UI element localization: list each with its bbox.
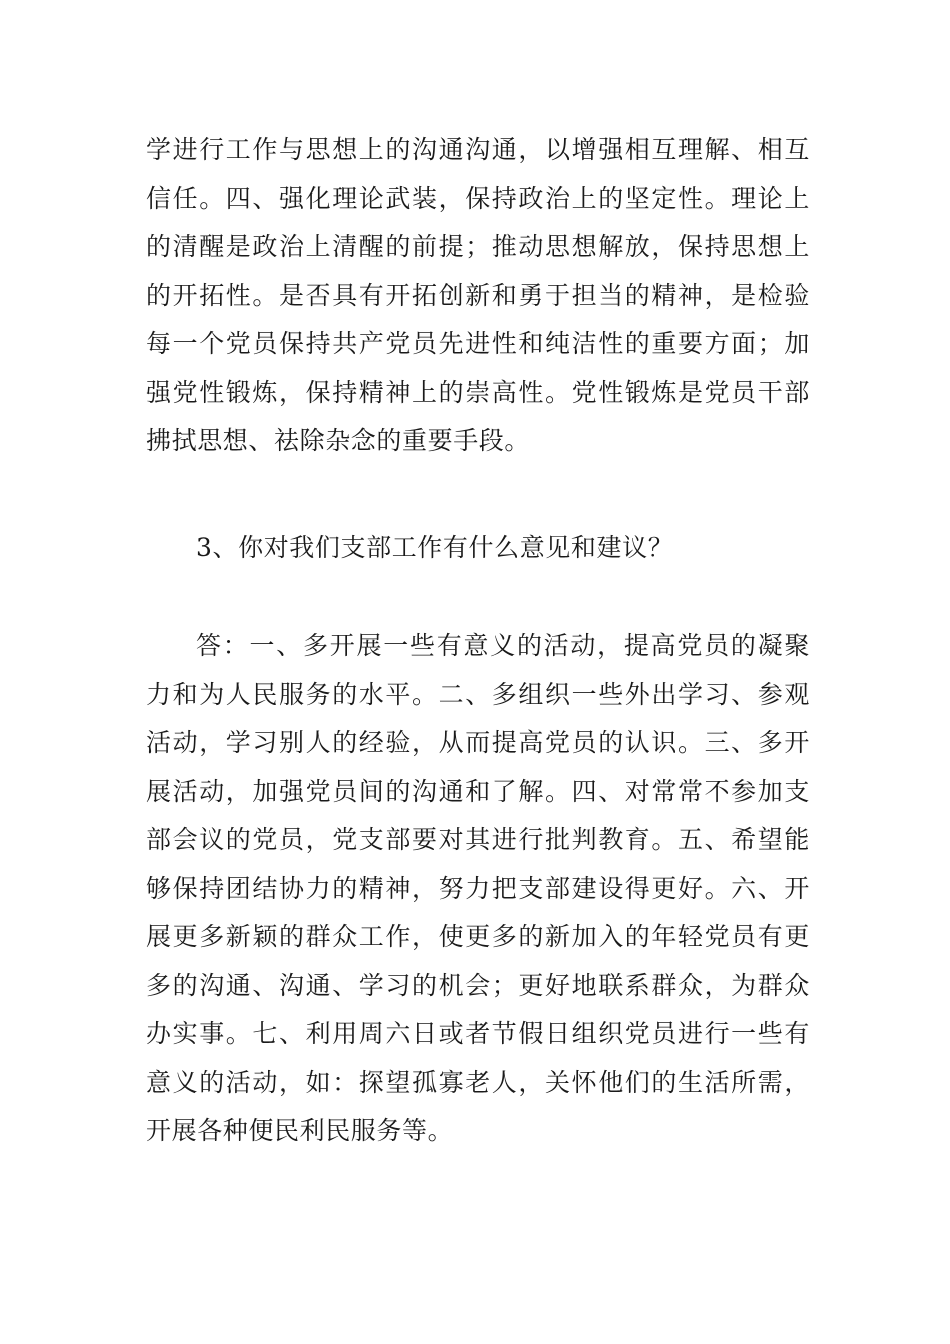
body-paragraph-continuation: 学进行工作与思想上的沟通沟通，以增强相互理解、相互信任。四、强化理论武装，保持政治上的坚定性。理论上的清醒是政治上清醒的前提；推动思想解放，保持思想上的开拓性。是否具有开拓创新和勇于担当的精神，是检验每一个党员保持共产党员先进性和纯洁性的重要方面；加强党性锻炼，保持精神上的崇高性。党性锻炼是党员干部拂拭思想、祛除杂念的重要手段。 <box>146 135 810 455</box>
answer-paragraph: 答：一、多开展一些有意义的活动，提高党员的凝聚力和为人民服务的水平。二、多组织一些外出学习、参观活动，学习别人的经验，从而提高党员的认识。三、多开展活动，加强党员间的沟通和了解。四、对常常不参加支部会议的党员，党支部要对其进行批判教育。五、希望能够保持团结协力的精神，努力把支部建设得更好。六、开展更多新颖的群众工作，使更多的新加入的年轻党员有更多的沟通、沟通、学习的机会；更好地联系群众，为群众办实事。七、利用周六日或者节假日组织党员进行一些有意义的活动，如：探望孤寡老人，关怀他们的生活所需，开展各种便民利民服务等。 <box>146 631 810 1145</box>
question-heading: 3、你对我们支部工作有什么意见和建议？ <box>196 533 674 562</box>
